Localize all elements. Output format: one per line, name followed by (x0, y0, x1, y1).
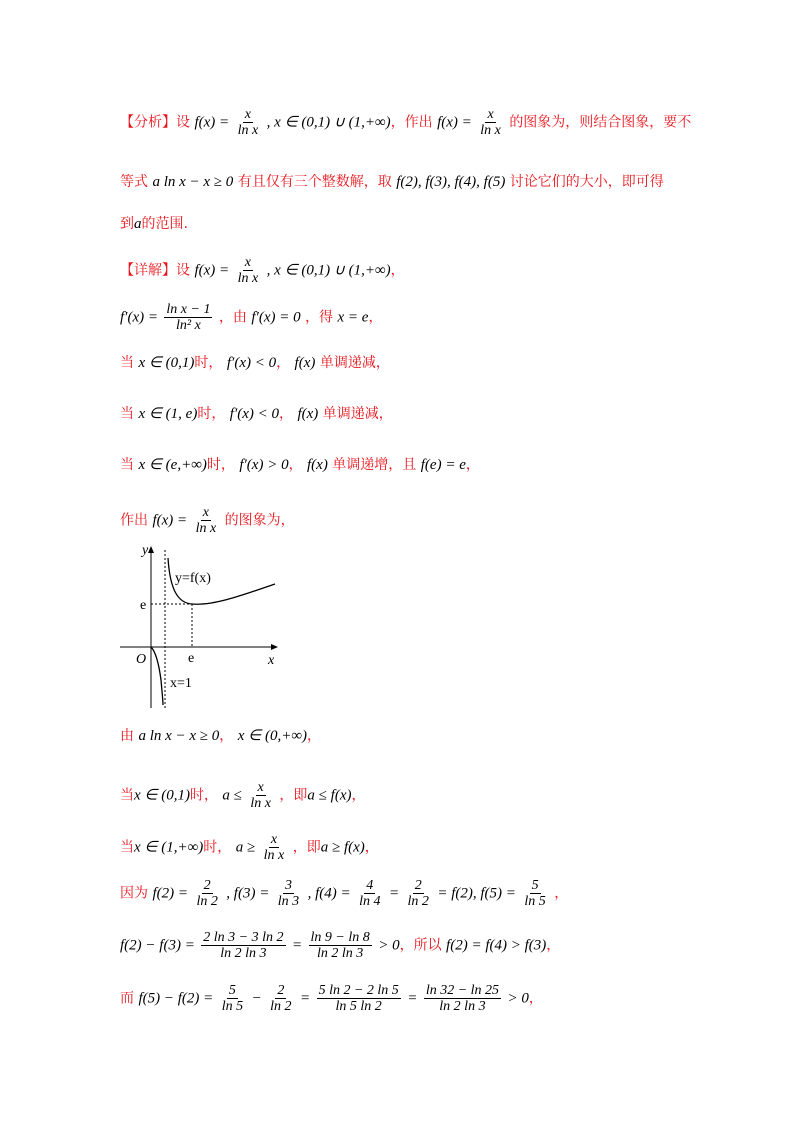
curve-left-branch (151, 647, 163, 705)
when-line-2 (120, 832, 740, 863)
formula: x ∈ (1,+∞) (134, 839, 204, 856)
formula: = (388, 885, 400, 902)
analysis-line-1 (120, 107, 740, 138)
function-graph (118, 540, 288, 710)
asymptote-label: x=1 (170, 676, 192, 691)
fraction: $\frac{2}{\ln 2}$ (196, 878, 218, 909)
formula: f(x) (297, 406, 319, 422)
formula: f(x) (307, 457, 328, 473)
formula: − (251, 990, 262, 1007)
text: ， (219, 728, 234, 744)
y-axis-label: y (142, 543, 149, 558)
formula: f(5) − f(2) = (138, 990, 214, 1007)
formula: f(2) = f(4) > f(3) (446, 937, 547, 954)
text: ， (307, 728, 322, 744)
fraction: $\frac{\ln 9 - \ln 8}{\ln 2 \ln 3}$ (310, 930, 370, 961)
text: 而 (120, 990, 134, 1007)
formula: , f(3) = (226, 885, 270, 902)
formula: x ∈ (e,+∞) (138, 457, 207, 473)
text: ， (364, 839, 379, 856)
fraction: $\frac{5}{\ln 5}$ (524, 878, 546, 909)
formula: , x ∈ (0,1) ∪ (1,+∞) (266, 114, 391, 131)
text: 的范围. (141, 216, 188, 232)
formula: x ∈ (0,+∞) (237, 728, 308, 744)
text: 时， (189, 787, 218, 804)
condition-line (120, 726, 740, 746)
text: 的图象为， (224, 512, 295, 529)
formula: f(x) = (152, 512, 188, 529)
y-axis-arrow (148, 546, 154, 553)
formula: f′(x) > 0 (239, 457, 289, 473)
x-axis-arrow (271, 644, 278, 650)
difference-line-1 (120, 930, 740, 961)
formula: f(2) − f(3) = (120, 937, 195, 954)
formula: = (291, 937, 303, 954)
fraction: $\frac{x}{\text{ln x}}$ (480, 107, 501, 138)
formula: f(x) = (437, 114, 472, 131)
formula: a ln x − x ≥ 0 (138, 728, 220, 744)
when-line-1 (120, 780, 740, 811)
formula: f′(x) < 0 (226, 355, 277, 371)
formula: a ln x − x ≥ 0 (152, 174, 234, 190)
fraction: $\frac{x}{\text{ln x}}$ (195, 505, 217, 536)
case-line-3 (120, 455, 740, 475)
fraction: $\frac{x}{\text{ln x}}$ (263, 832, 285, 863)
text: 的图象为，则结合图象，要不 (509, 114, 692, 131)
text: 由 (120, 728, 134, 744)
detail-tag: 【详解】 (120, 262, 176, 279)
formula: x ∈ (0,1) (138, 355, 195, 371)
formula: > 0 (507, 990, 529, 1007)
text: 当 (120, 787, 134, 804)
fraction: $\frac{2}{\ln 2}$ (270, 983, 292, 1014)
formula: = (407, 990, 418, 1007)
text: 有且仅有三个整数解，取 (237, 174, 392, 190)
text: ， (279, 406, 293, 422)
fraction: $\frac{5 \ln 2 - 2 \ln 5}{\ln 5 \ln 2}$ (318, 983, 399, 1014)
text: 当 (120, 355, 134, 371)
analysis-tag: 【分析】 (120, 114, 176, 131)
text: ， (465, 457, 480, 473)
e-x-label: e (188, 651, 195, 666)
text: 讨论它们的大小，即可得 (509, 174, 664, 190)
difference-line-2 (120, 983, 740, 1014)
formula: = f(2), f(5) = (437, 885, 516, 902)
formula: f(2) = (152, 885, 188, 902)
fraction: $\frac{2}{\ln 2}$ (407, 878, 429, 909)
formula: a ≤ (222, 787, 242, 804)
formula: f′(x) = 0 (251, 309, 301, 326)
text: ，得 (305, 309, 334, 326)
fraction: $\frac{x}{\text{ln x}}$ (237, 107, 259, 138)
text: 当 (120, 406, 134, 422)
formula: > 0 (378, 937, 400, 954)
text: ， (276, 355, 291, 371)
formula: a ≥ (235, 839, 256, 856)
formula: x ∈ (0,1) (134, 787, 190, 804)
formula: = (299, 990, 311, 1007)
derivative-line (120, 302, 740, 333)
formula: x = e (337, 309, 369, 326)
text: 因为 (120, 885, 148, 902)
text: 单调递增，且 (332, 457, 417, 473)
text: ，由 (218, 309, 247, 326)
fraction: $\frac{5}{\ln 5}$ (221, 983, 244, 1014)
text: ，即 (279, 787, 308, 804)
text: ， (390, 262, 405, 279)
detail-line-1 (120, 255, 740, 286)
fraction: $\frac{x}{\text{ln x}}$ (237, 255, 259, 286)
formula: a (134, 216, 142, 232)
e-y-label: e (140, 598, 147, 613)
formula: f(x) = (194, 114, 230, 131)
text: 等式 (120, 174, 148, 190)
analysis-line-2 (120, 172, 740, 192)
text: 时， (194, 355, 223, 371)
formula: , f(4) = (307, 885, 351, 902)
formula: a ≤ f(x) (307, 787, 352, 804)
formula: f(x) = (194, 262, 230, 279)
text: 当 (120, 457, 134, 473)
text: ， (546, 937, 561, 954)
formula: f′(x) < 0 (229, 406, 279, 422)
because-line (120, 878, 740, 909)
formula: f(e) = e (420, 457, 466, 473)
origin-label: O (136, 652, 147, 667)
text: ， (368, 309, 383, 326)
fraction: $\frac{x}{\text{ln x}}$ (250, 780, 271, 811)
text: ，所以 (399, 937, 442, 954)
formula: , x ∈ (0,1) ∪ (1,+∞) (266, 262, 391, 279)
x-axis-label: x (268, 653, 275, 668)
formula: f(2), f(3), f(4), f(5) (396, 174, 506, 190)
text: 到 (120, 216, 134, 232)
text: ， (288, 457, 303, 473)
fraction: $\frac{\text{ln x − 1}}{\text{ln² x}}$ (166, 302, 211, 333)
formula: x ∈ (1, e) (138, 406, 198, 422)
text: 时， (203, 839, 232, 856)
curve-label: y=f(x) (175, 571, 211, 586)
draw-line (120, 505, 740, 536)
text: 设 (176, 114, 190, 131)
text: 时， (206, 457, 235, 473)
fraction: $\frac{\ln 32 - \ln 25}{\ln 2 \ln 3}$ (425, 983, 500, 1014)
fraction: $\frac{4}{\ln 4}$ (359, 878, 381, 909)
text: ，即 (292, 839, 321, 856)
text: ， (528, 990, 543, 1007)
formula: f′(x) = (120, 309, 158, 326)
fraction: $\frac{2 \ln 3 - 3 \ln 2}{\ln 2 \ln 3}$ (203, 930, 284, 961)
text: 单调递减， (322, 406, 393, 422)
analysis-line-3 (120, 214, 740, 234)
text: 当 (120, 839, 134, 856)
text: ， (351, 787, 366, 804)
text: 设 (176, 262, 190, 279)
fraction: $\frac{3}{\ln 3}$ (277, 878, 300, 909)
text: 作出 (120, 512, 148, 529)
text: ， (554, 885, 569, 902)
text: 时， (197, 406, 226, 422)
formula: a ≥ f(x) (320, 839, 365, 856)
case-line-1 (120, 353, 740, 373)
text: 单调递减， (319, 355, 390, 371)
formula: f(x) (294, 355, 316, 371)
case-line-2 (120, 404, 740, 424)
text: ，作出 (390, 114, 433, 131)
